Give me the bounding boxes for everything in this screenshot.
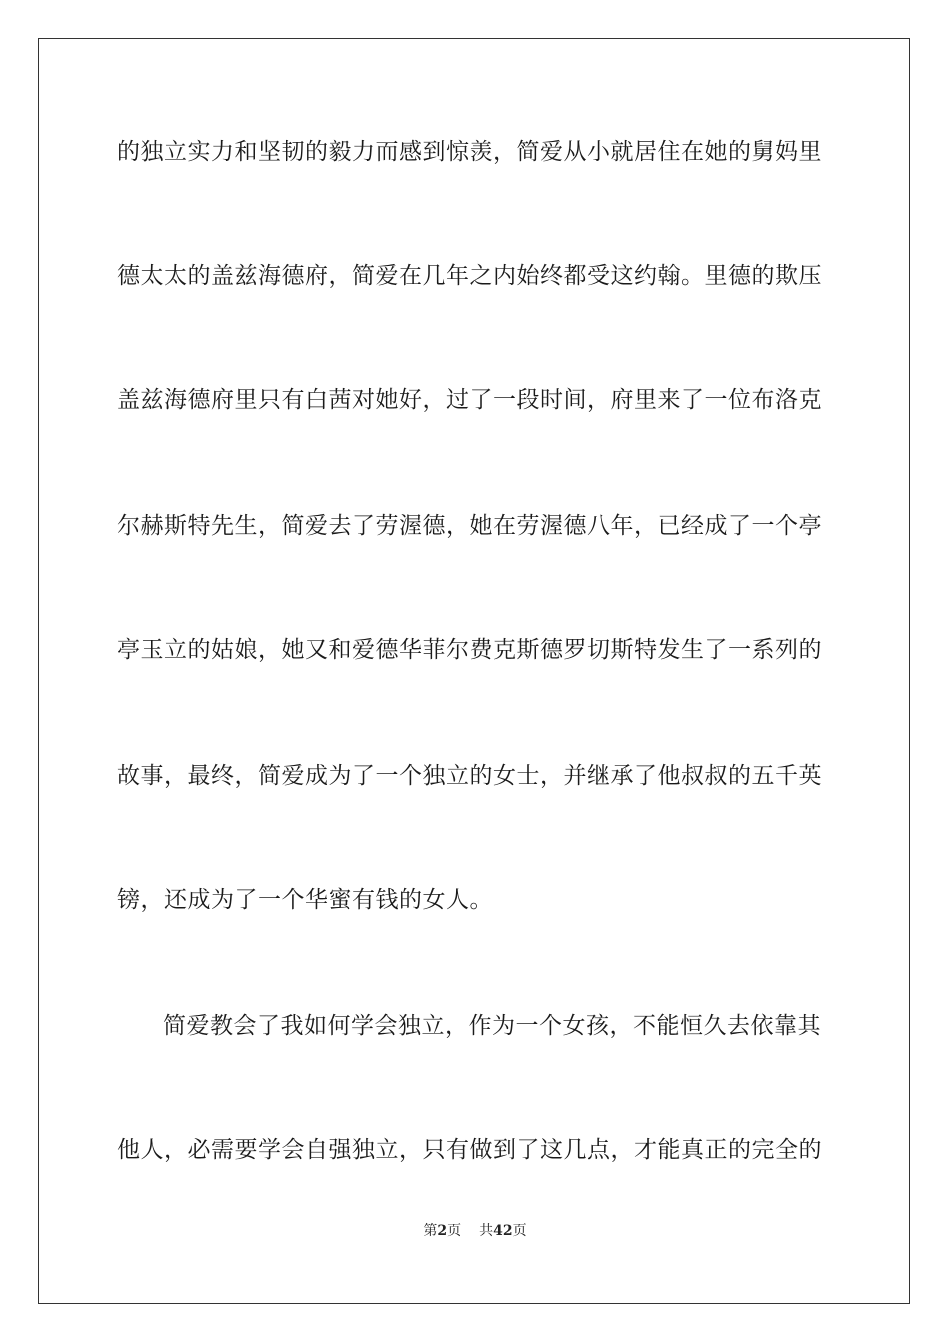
page-footer (0, 1222, 950, 1240)
paragraph-2-line-2: 他人，必需要学会自强独立，只有做到了这几点，才能真正的完全的 (117, 1137, 822, 1163)
text-line-5: 亭玉立的姑娘，她又和爱德华菲尔费克斯德罗切斯特发生了一系列的 (117, 637, 822, 663)
text-line-1: 的独立实力和坚韧的毅力而感到惊羡，简爱从小就居住在她的舅妈里 (117, 139, 822, 165)
page-border (38, 38, 910, 1304)
total-pages: 42 (493, 1223, 513, 1239)
page-label-prefix: 第 (423, 1223, 438, 1239)
text-line-3: 盖兹海德府里只有白茜对她好，过了一段时间，府里来了一位布洛克 (117, 387, 822, 413)
text-line-6: 故事，最终，简爱成为了一个独立的女士，并继承了他叔叔的五千英 (117, 763, 822, 789)
paragraph-2-line-1: 简爱教会了我如何学会独立，作为一个女孩，不能恒久去依靠其 (163, 1013, 821, 1039)
text-line-7: 镑，还成为了一个华蜜有钱的女人。 (117, 887, 493, 913)
total-label-prefix: 共 (479, 1223, 494, 1239)
text-line-4: 尔赫斯特先生，简爱去了劳渥德，她在劳渥德八年，已经成了一个亭 (117, 513, 822, 539)
page-label-suffix: 页 (447, 1223, 462, 1239)
page-number: 2 (437, 1223, 448, 1239)
total-label-suffix: 页 (512, 1223, 527, 1239)
text-line-2: 德太太的盖兹海德府，简爱在几年之内始终都受这约翰。里德的欺压 (117, 263, 822, 289)
